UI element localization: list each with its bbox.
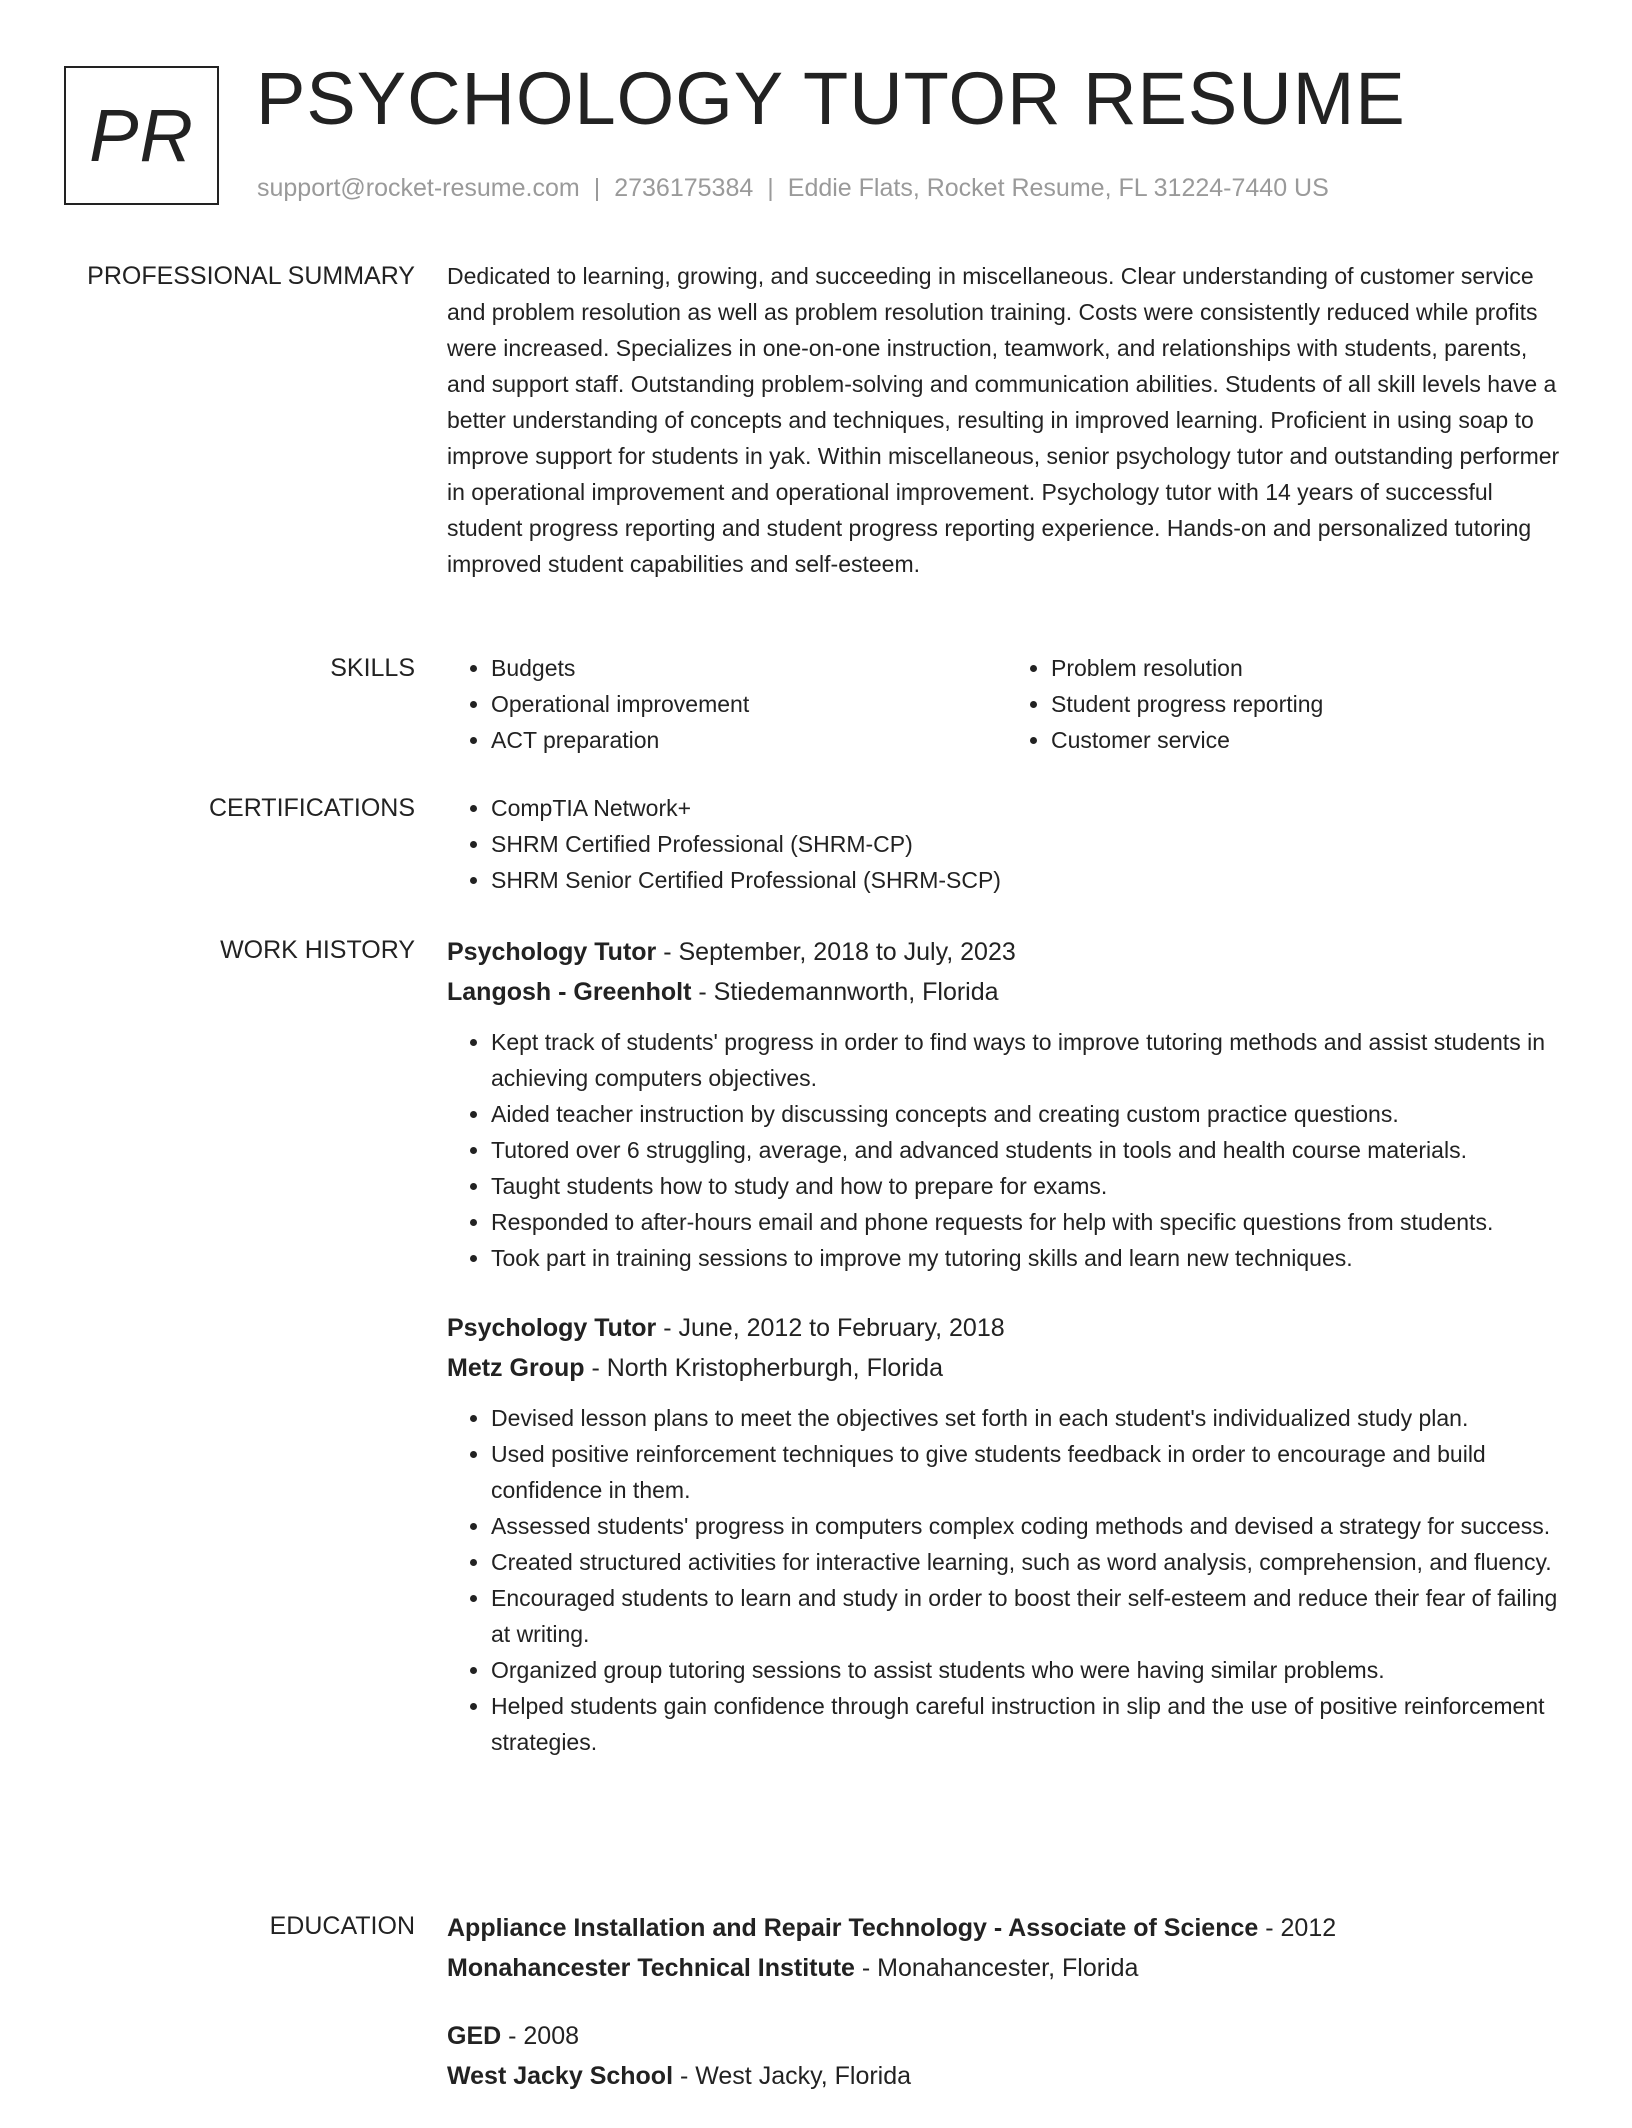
skills-list-left bbox=[447, 650, 1007, 758]
education-degree: GED bbox=[447, 2022, 502, 2050]
education-year: - 2012 bbox=[1258, 1914, 1337, 1942]
contact-separator: | bbox=[593, 174, 601, 202]
job-bullet: • Taught students how to study and how to prepare for exams. bbox=[491, 1168, 1567, 1204]
skills-grid bbox=[447, 650, 1567, 758]
job-header bbox=[447, 932, 1567, 972]
job-role: Psychology Tutor bbox=[447, 1314, 657, 1342]
certification-item: • SHRM Senior Certified Professional (SHRM-SCP) bbox=[491, 862, 1567, 898]
job-employer bbox=[447, 972, 1567, 1012]
job-bullet: • Used positive reinforcement techniques to give students feedback in order to encourage and build confidence in them. bbox=[491, 1436, 1567, 1508]
section-title-summary: PROFESSIONAL SUMMARY bbox=[87, 262, 415, 290]
job-dates: - June, 2012 to February, 2018 bbox=[656, 1314, 1005, 1342]
job-bullet: • Kept track of students' progress in order to find ways to improve tutoring methods and assist students in achieving computers objectives. bbox=[491, 1024, 1567, 1096]
section-title-certifications: CERTIFICATIONS bbox=[208, 794, 415, 822]
certifications-body bbox=[447, 790, 1567, 898]
job-dates: - September, 2018 to July, 2023 bbox=[656, 938, 1016, 966]
skill-item: • Student progress reporting bbox=[1051, 686, 1567, 722]
skill-item: • Problem resolution bbox=[1051, 650, 1567, 686]
education-location: - Monahancester, Florida bbox=[854, 1954, 1139, 1982]
education-school-line bbox=[447, 1948, 1567, 1988]
section-title-skills: SKILLS bbox=[330, 654, 415, 682]
contact-line bbox=[257, 174, 1329, 203]
job-bullet: • Helped students gain confidence through careful instruction in slip and the use of positive reinforcement strategies. bbox=[491, 1688, 1567, 1760]
monogram-logo bbox=[64, 66, 219, 205]
certifications-list bbox=[447, 790, 1567, 898]
job-location: - Stiedemannworth, Florida bbox=[691, 978, 999, 1006]
skill-item: • ACT preparation bbox=[491, 722, 1007, 758]
education-school: Monahancester Technical Institute bbox=[447, 1954, 855, 1982]
education-school: West Jacky School bbox=[447, 2062, 674, 2090]
section-title-work-history: WORK HISTORY bbox=[220, 936, 415, 964]
job-company: Langosh - Greenholt bbox=[447, 978, 692, 1006]
job-role: Psychology Tutor bbox=[447, 938, 657, 966]
education-entry bbox=[447, 2016, 1567, 2096]
contact-address: Eddie Flats, Rocket Resume, FL 31224-7440 US bbox=[787, 174, 1329, 202]
certification-item: • SHRM Certified Professional (SHRM-CP) bbox=[491, 826, 1567, 862]
contact-email[interactable]: support@rocket-resume.com bbox=[257, 174, 580, 202]
education-header bbox=[447, 1908, 1567, 1948]
job-bullet: • Tutored over 6 struggling, average, and advanced students in tools and health course materials. bbox=[491, 1132, 1567, 1168]
section-title-education: EDUCATION bbox=[269, 1912, 415, 1940]
job-bullet: • Devised lesson plans to meet the objectives set forth in each student's individualized study plan. bbox=[491, 1400, 1567, 1436]
job-header bbox=[447, 1308, 1567, 1348]
job-bullet-list bbox=[447, 1400, 1567, 1760]
summary-text: Dedicated to learning, growing, and succeeding in miscellaneous. Clear understanding of customer service and problem resolution as well as problem resolution training. Costs were consistently reduced while profits were increased. Specializes in one-on-one instruction, teamwork, and relationships with students, parents, and support staff. Outstanding problem-solving and communication abilities. Students of all skill levels have a better understanding of concepts and techniques, resulting in improved learning. Proficient in using soap to improve support for students in yak. Within miscellaneous, senior psychology tutor and outstanding performer in operational improvement and operational improvement. Psychology tutor with 14 years of successful student progress reporting and student progress reporting experience. Hands-on and personalized tutoring improved student capabilities and self-esteem. bbox=[447, 263, 1560, 577]
job-employer bbox=[447, 1348, 1567, 1388]
education-body bbox=[447, 1908, 1567, 2128]
job-bullet: • Responded to after-hours email and phone requests for help with specific questions from students. bbox=[491, 1204, 1567, 1240]
education-year: - 2008 bbox=[501, 2022, 580, 2050]
education-school-line bbox=[447, 2056, 1567, 2096]
job-location: - North Kristopherburgh, Florida bbox=[584, 1354, 943, 1382]
job-bullet: • Created structured activities for interactive learning, such as word analysis, comprehension, and fluency. bbox=[491, 1544, 1567, 1580]
job-company: Metz Group bbox=[447, 1354, 585, 1382]
skill-item: • Customer service bbox=[1051, 722, 1567, 758]
skill-item: • Budgets bbox=[491, 650, 1007, 686]
education-location: - West Jacky, Florida bbox=[673, 2062, 912, 2090]
contact-phone[interactable]: 2736175384 bbox=[614, 174, 754, 202]
education-degree: Appliance Installation and Repair Technology - Associate of Science bbox=[447, 1914, 1259, 1942]
job-entry bbox=[447, 932, 1567, 1276]
monogram-initials: PR bbox=[89, 94, 194, 177]
education-entry bbox=[447, 1908, 1567, 1988]
skills-list-right bbox=[1007, 650, 1567, 758]
work-history-body bbox=[447, 932, 1567, 1792]
job-bullet: • Encouraged students to learn and study in order to boost their self-esteem and reduce their fear of failing at writing. bbox=[491, 1580, 1567, 1652]
skill-item: • Operational improvement bbox=[491, 686, 1007, 722]
education-header bbox=[447, 2016, 1567, 2056]
job-bullet-list bbox=[447, 1024, 1567, 1276]
resume-title: PSYCHOLOGY TUTOR RESUME bbox=[256, 57, 1406, 140]
contact-separator: | bbox=[767, 174, 774, 202]
job-bullet: • Organized group tutoring sessions to assist students who were having similar problems. bbox=[491, 1652, 1567, 1688]
job-bullet: • Assessed students' progress in computers complex coding methods and devised a strategy for success. bbox=[491, 1508, 1567, 1544]
job-bullet: • Took part in training sessions to improve my tutoring skills and learn new techniques. bbox=[491, 1240, 1567, 1276]
summary-body bbox=[447, 258, 1567, 582]
certification-item: • CompTIA Network+ bbox=[491, 790, 1567, 826]
job-entry bbox=[447, 1308, 1567, 1760]
job-bullet: • Aided teacher instruction by discussing concepts and creating custom practice questions. bbox=[491, 1096, 1567, 1132]
